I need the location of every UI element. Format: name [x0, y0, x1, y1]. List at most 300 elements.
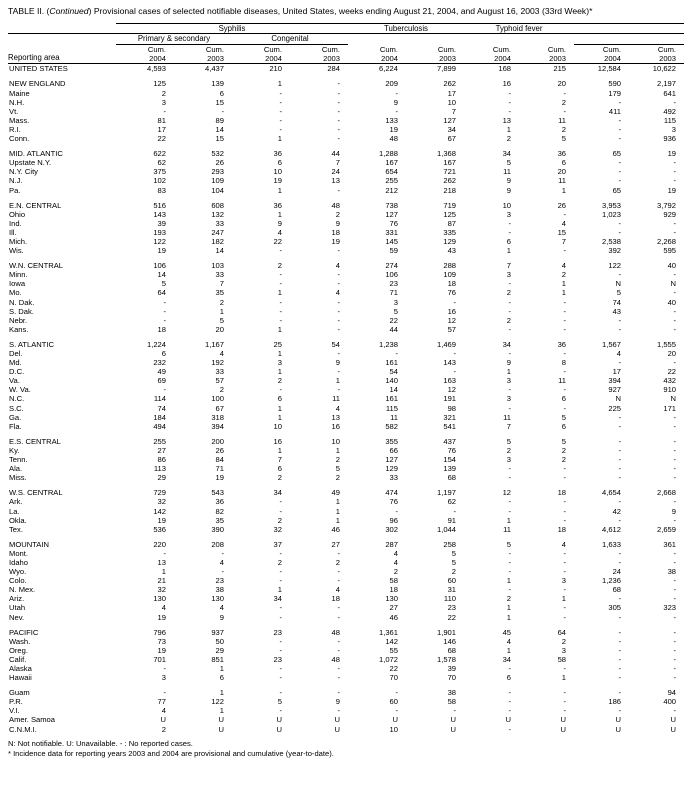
- row-value: 46: [389, 612, 398, 622]
- row-value: 36: [273, 200, 282, 210]
- row-value: 67: [447, 134, 457, 144]
- table-row: [8, 715, 684, 724]
- row-value: 258: [443, 539, 457, 549]
- row-value: -: [618, 315, 622, 325]
- row-value: 65: [612, 149, 622, 159]
- row-value: -: [337, 636, 340, 646]
- row-value: -: [563, 557, 567, 567]
- row-value: 167: [443, 158, 457, 168]
- row-value: 355: [385, 436, 398, 446]
- row-value: 19: [331, 236, 340, 246]
- row-value: 4: [335, 403, 340, 413]
- row-value: 10: [447, 97, 457, 107]
- row-value: -: [279, 664, 282, 673]
- table-row: [8, 134, 684, 143]
- row-value: -: [618, 158, 622, 168]
- row-value: -: [337, 315, 340, 325]
- row-value: 274: [385, 261, 398, 271]
- subgroup-primary-secondary: Primary & secondary: [116, 34, 232, 45]
- row-reporting-area: Ind.: [9, 218, 22, 228]
- row-value: -: [618, 227, 622, 237]
- row-value: 1: [561, 673, 567, 683]
- row-value: -: [563, 548, 567, 558]
- header-group-row: [8, 24, 684, 34]
- row-value: 721: [443, 167, 457, 177]
- row-value: -: [618, 412, 622, 422]
- row-value: 4: [335, 261, 340, 271]
- row-value: -: [337, 688, 340, 698]
- row-value: 192: [211, 358, 224, 368]
- row-value: 14: [215, 124, 224, 134]
- row-value: -: [163, 548, 166, 558]
- row-value: 127: [385, 209, 398, 219]
- row-value: 191: [443, 394, 457, 404]
- header-spacer: [8, 24, 116, 34]
- row-value: 910: [663, 385, 677, 395]
- row-value: 929: [663, 209, 677, 219]
- row-value: 323: [663, 603, 677, 613]
- header-spacer-typhoid: [464, 34, 574, 45]
- table-row: [8, 298, 684, 307]
- row-value: 74: [612, 297, 622, 307]
- row-value: 1,901: [437, 627, 457, 637]
- row-value: U: [615, 715, 622, 725]
- row-value: -: [337, 324, 340, 334]
- row-value: 100: [211, 394, 224, 404]
- row-value: 7: [561, 236, 567, 246]
- row-value: 4,437: [174, 64, 232, 74]
- row-value: -: [563, 515, 567, 525]
- row-value: 2: [561, 97, 567, 107]
- row-value: -: [673, 436, 677, 446]
- col-line2: 2004: [149, 54, 166, 64]
- row-value: 89: [215, 115, 224, 125]
- row-value: 2: [161, 724, 166, 734]
- row-value: 2: [561, 445, 567, 455]
- row-value: -: [163, 664, 166, 673]
- row-value: 7,899: [406, 64, 464, 74]
- col-line1: Cum.: [547, 45, 567, 55]
- row-reporting-area: Ark.: [9, 497, 23, 507]
- col-line1: Cum.: [602, 45, 622, 55]
- row-value: 494: [153, 421, 166, 431]
- row-value: 48: [331, 627, 340, 637]
- row-value: -: [563, 603, 567, 613]
- row-value: -: [618, 557, 622, 567]
- row-value: 76: [389, 218, 398, 228]
- row-value: 400: [663, 697, 677, 707]
- row-value: 143: [443, 358, 457, 368]
- row-value: 27: [157, 445, 166, 455]
- row-value: 12,584: [574, 64, 629, 74]
- table-row: [8, 307, 684, 316]
- row-value: 24: [612, 567, 622, 577]
- row-value: 102: [153, 176, 166, 186]
- row-value: 133: [385, 115, 398, 125]
- row-value: 18: [557, 524, 567, 534]
- row-value: -: [673, 576, 677, 586]
- row-value: 69: [157, 376, 166, 386]
- col-line1: Cum.: [263, 45, 282, 55]
- row-value: 225: [608, 403, 622, 413]
- row-value: 40: [667, 261, 677, 271]
- row-value: -: [673, 227, 677, 237]
- row-value: 5: [277, 697, 282, 707]
- row-value: 11: [558, 115, 567, 125]
- table-row: [8, 664, 684, 673]
- row-value: 186: [608, 697, 622, 707]
- row-value: -: [508, 227, 512, 237]
- row-value: 2: [506, 134, 512, 144]
- row-value: 193: [153, 227, 166, 237]
- row-value: -: [163, 106, 166, 116]
- row-value: 67: [215, 403, 224, 413]
- row-value: 68: [612, 585, 622, 595]
- table-row: [8, 585, 684, 594]
- row-value: -: [337, 115, 340, 125]
- row-value: 20: [557, 79, 567, 89]
- row-value: 590: [608, 79, 622, 89]
- col-line2: 2004: [265, 54, 282, 64]
- row-value: -: [673, 636, 677, 646]
- row-value: 43: [447, 246, 457, 256]
- row-value: -: [279, 297, 282, 307]
- row-value: 927: [608, 385, 622, 395]
- row-value: U: [450, 715, 457, 725]
- row-value: 6: [506, 673, 512, 683]
- row-value: -: [279, 706, 282, 716]
- table-row: [8, 697, 684, 706]
- footnotes: [8, 739, 684, 759]
- row-value: 4,593: [116, 64, 174, 74]
- row-value: 125: [443, 209, 457, 219]
- row-value: 12: [502, 488, 512, 498]
- row-value: 4: [161, 706, 166, 716]
- table-row: [8, 725, 684, 734]
- row-value: 5: [561, 436, 567, 446]
- row-value: 392: [608, 246, 622, 256]
- row-value: -: [673, 167, 677, 177]
- row-value: -: [673, 464, 677, 474]
- row-value: 4: [335, 585, 340, 595]
- row-reporting-area: V.I.: [9, 706, 20, 716]
- row-reporting-area: Ala.: [9, 464, 23, 474]
- row-value: -: [508, 724, 512, 734]
- row-value: -: [563, 585, 567, 595]
- row-value: 1,072: [378, 654, 398, 664]
- row-value: -: [279, 603, 282, 613]
- row-value: U: [334, 715, 340, 725]
- row-value: -: [337, 576, 340, 586]
- table-row: [8, 488, 684, 497]
- col-tb-2003: [406, 45, 464, 64]
- row-value: -: [395, 106, 398, 116]
- row-value: -: [508, 557, 512, 567]
- row-value: 71: [215, 464, 224, 474]
- row-reporting-area: Nev.: [9, 612, 25, 622]
- row-value: -: [673, 445, 677, 455]
- row-value: 33: [215, 367, 224, 377]
- row-value: -: [453, 506, 457, 516]
- row-value: -: [279, 315, 282, 325]
- row-value: U: [615, 724, 622, 734]
- row-value: 25: [273, 339, 282, 349]
- row-reporting-area: NEW ENGLAND: [9, 79, 66, 89]
- row-value: -: [337, 548, 340, 558]
- row-value: 2: [335, 473, 340, 483]
- row-value: 541: [443, 421, 457, 431]
- row-value: 76: [389, 497, 398, 507]
- row-value: 71: [389, 288, 398, 298]
- row-value: 287: [385, 539, 398, 549]
- row-value: -: [673, 612, 677, 622]
- row-value: 215: [519, 64, 574, 74]
- row-value: 6,224: [348, 64, 406, 74]
- row-value: 1,361: [378, 627, 398, 637]
- row-reporting-area: PACIFIC: [9, 627, 39, 637]
- row-value: 6: [561, 158, 567, 168]
- row-value: 361: [663, 539, 677, 549]
- table-row: [8, 446, 684, 455]
- table-row: [8, 413, 684, 422]
- row-value: -: [163, 297, 166, 307]
- row-value: -: [618, 654, 622, 664]
- row-value: 22: [273, 236, 282, 246]
- row-value: 142: [385, 636, 398, 646]
- row-value: 622: [153, 149, 166, 159]
- row-reporting-area: Mass.: [9, 115, 30, 125]
- row-value: 3: [161, 97, 166, 107]
- row-value: 5: [161, 279, 166, 289]
- row-value: U: [334, 724, 340, 734]
- row-value: 1: [335, 376, 340, 386]
- row-value: -: [337, 134, 340, 144]
- row-value: -: [673, 218, 677, 228]
- table-row: [8, 473, 684, 482]
- col-line2: 2004: [494, 54, 512, 64]
- row-value: 34: [447, 124, 457, 134]
- table-row: [8, 603, 684, 612]
- col-line1: Cum.: [492, 45, 512, 55]
- row-value: U: [160, 715, 166, 725]
- table-row: [8, 549, 684, 558]
- table-row: [8, 525, 684, 534]
- row-value: 390: [211, 524, 224, 534]
- row-value: -: [337, 603, 340, 613]
- row-value: -: [618, 115, 622, 125]
- row-value: 1: [277, 403, 282, 413]
- row-value: -: [618, 436, 622, 446]
- row-value: 161: [385, 358, 398, 368]
- table-row: [8, 576, 684, 585]
- row-value: 3: [671, 124, 677, 134]
- row-value: 87: [447, 218, 457, 228]
- row-value: 641: [663, 88, 677, 98]
- row-value: 1: [506, 603, 512, 613]
- row-value: 11: [503, 167, 512, 177]
- row-value: 1: [277, 412, 282, 422]
- row-value: 96: [389, 515, 398, 525]
- row-value: -: [673, 664, 677, 673]
- table-row: [8, 422, 684, 431]
- row-value: U: [670, 724, 677, 734]
- row-value: 1: [561, 185, 567, 195]
- row-value: 5: [506, 436, 512, 446]
- col-typhoid-2004: [464, 45, 519, 64]
- row-reporting-area: Del.: [9, 349, 23, 358]
- row-value: 74: [157, 403, 166, 413]
- row-reporting-area: Wash.: [9, 636, 31, 646]
- row-value: 57: [215, 376, 224, 386]
- row-value: -: [279, 246, 282, 256]
- row-value: -: [673, 324, 677, 334]
- row-value: -: [673, 176, 677, 186]
- row-value: -: [563, 403, 567, 413]
- row-reporting-area: Ky.: [9, 445, 20, 455]
- row-reporting-area: Alaska: [9, 664, 32, 673]
- table-row: [8, 79, 684, 88]
- row-value: 2: [393, 567, 398, 577]
- row-value: 1: [219, 688, 224, 698]
- row-value: 5: [451, 548, 457, 558]
- row-value: 432: [663, 376, 677, 386]
- row-value: 36: [557, 149, 567, 159]
- row-value: -: [618, 515, 622, 525]
- row-value: -: [673, 473, 677, 483]
- table-row: [8, 340, 684, 349]
- row-value: -: [337, 385, 340, 395]
- row-value: 1,236: [602, 576, 622, 586]
- row-value: 76: [447, 288, 457, 298]
- row-value: 9: [506, 185, 512, 195]
- row-value: 5: [561, 412, 567, 422]
- row-value: -: [279, 270, 282, 280]
- row-value: 4: [506, 636, 512, 646]
- row-value: 394: [608, 376, 622, 386]
- row-reporting-area: UNITED STATES: [8, 64, 116, 74]
- row-value: -: [563, 612, 567, 622]
- row-value: 1,224: [146, 339, 166, 349]
- table-row: [8, 464, 684, 473]
- header-spacer-tb: [348, 34, 464, 45]
- table-row: [8, 237, 684, 246]
- row-reporting-area: Ohio: [9, 209, 26, 219]
- table-row: [8, 316, 684, 325]
- row-value: 532: [211, 149, 224, 159]
- row-value: 35: [215, 288, 224, 298]
- row-value: -: [337, 367, 340, 377]
- row-value: 143: [153, 209, 166, 219]
- row-value: 60: [389, 697, 398, 707]
- row-value: -: [163, 315, 166, 325]
- row-value: 86: [157, 455, 166, 465]
- row-reporting-area: N. Dak.: [9, 297, 35, 307]
- row-value: 595: [663, 246, 677, 256]
- row-value: -: [618, 706, 622, 716]
- row-reporting-area: Md.: [9, 358, 22, 368]
- col-syph-cong-2003: [290, 45, 348, 64]
- row-value: 1: [506, 576, 512, 586]
- col-line2: 2003: [439, 54, 457, 64]
- table-body: [8, 64, 684, 734]
- row-value: 42: [612, 506, 622, 516]
- row-value: 113: [153, 464, 166, 474]
- row-value: 11: [390, 412, 398, 422]
- row-reporting-area: Upstate N.Y.: [9, 158, 52, 168]
- row-value: 13: [157, 557, 166, 567]
- row-value: 16: [273, 436, 282, 446]
- row-value: -: [673, 270, 677, 280]
- table-row: [8, 613, 684, 622]
- row-reporting-area: Wis.: [9, 246, 24, 256]
- row-value: 106: [385, 270, 398, 280]
- row-value: 1: [506, 612, 512, 622]
- row-value: U: [276, 724, 282, 734]
- row-value: 65: [612, 185, 622, 195]
- row-value: 3: [393, 297, 398, 307]
- row-value: 262: [443, 79, 457, 89]
- row-value: 127: [385, 455, 398, 465]
- table-row: [8, 261, 684, 270]
- row-value: 110: [443, 594, 457, 604]
- row-value: -: [563, 497, 567, 507]
- col-line2: 2003: [549, 54, 567, 64]
- row-value: 11: [558, 176, 567, 186]
- col-line1: Cum.: [147, 45, 166, 55]
- row-reporting-area: W. Va.: [9, 385, 31, 395]
- row-value: 12: [447, 385, 457, 395]
- table-row: [8, 279, 684, 288]
- row-value: 10,622: [629, 64, 684, 74]
- row-value: 9: [671, 506, 677, 516]
- row-value: 6: [277, 464, 282, 474]
- row-value: 9: [219, 612, 224, 622]
- row-value: -: [508, 697, 512, 707]
- row-reporting-area: Nebr.: [9, 315, 28, 325]
- row-value: -: [563, 506, 567, 516]
- col-syph-ps-2004: [116, 45, 174, 64]
- row-value: 16: [331, 421, 340, 431]
- row-value: 1: [506, 246, 512, 256]
- row-value: 11: [558, 376, 567, 386]
- table-row: [8, 376, 684, 385]
- row-value: 122: [211, 697, 224, 707]
- row-value: 20: [215, 324, 224, 334]
- row-value: 29: [157, 473, 166, 483]
- row-value: U: [276, 715, 282, 725]
- table-row: [8, 706, 684, 715]
- row-value: 115: [385, 403, 398, 413]
- row-reporting-area: Kans.: [9, 324, 29, 334]
- row-value: 146: [443, 636, 457, 646]
- row-value: 23: [215, 576, 224, 586]
- table-row: [8, 655, 684, 664]
- table-row: [8, 64, 684, 74]
- row-value: -: [508, 349, 512, 358]
- row-value: 209: [385, 79, 398, 89]
- row-value: 34: [502, 339, 512, 349]
- row-value: 6: [561, 421, 567, 431]
- table-row: [8, 201, 684, 210]
- row-value: -: [508, 464, 512, 474]
- row-value: 57: [447, 324, 457, 334]
- row-value: -: [618, 688, 622, 698]
- row-value: 66: [389, 445, 398, 455]
- row-value: 492: [663, 106, 677, 116]
- row-value: -: [508, 385, 512, 395]
- row-value: 1: [277, 288, 282, 298]
- row-value: 18: [157, 324, 166, 334]
